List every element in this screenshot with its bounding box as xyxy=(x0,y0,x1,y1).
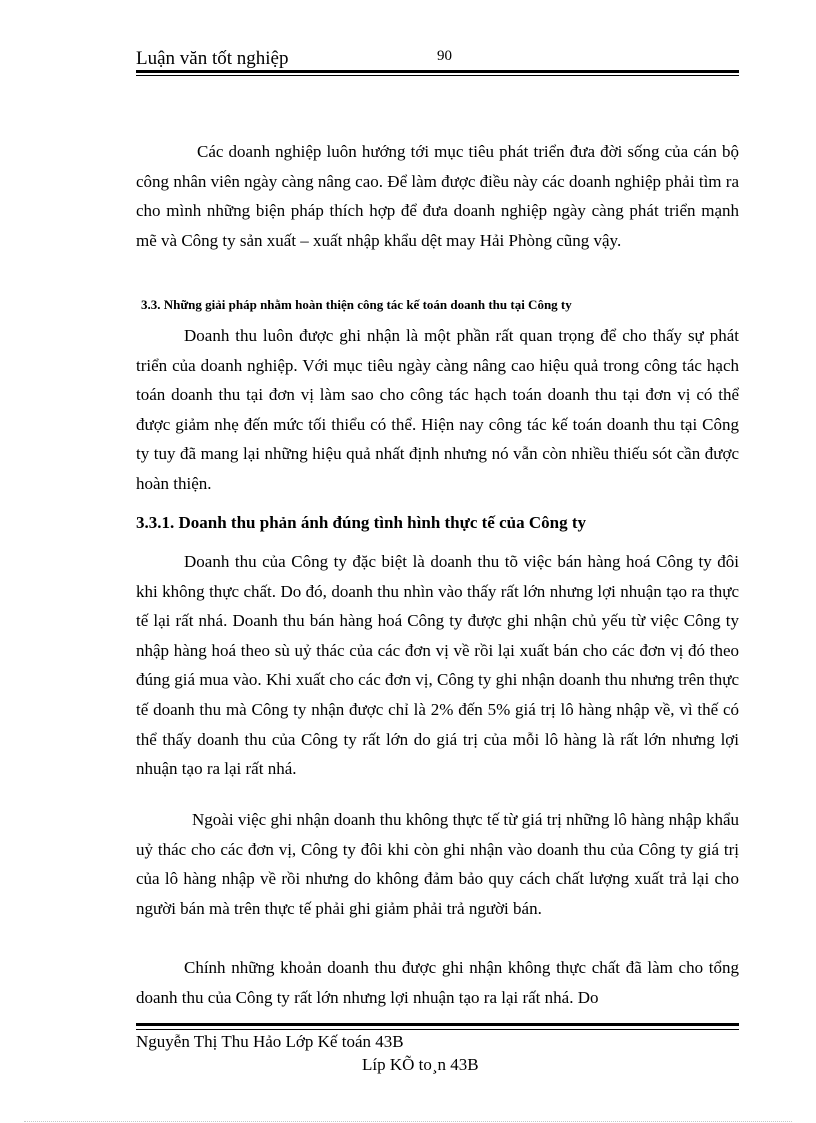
footer-rule-thick xyxy=(136,1023,739,1026)
section-3-3-1-heading: 3.3.1. Doanh thu phản ánh đúng tình hình thực tế của Công ty xyxy=(136,513,586,532)
section-3-3-paragraph: Doanh thu luôn được ghi nhận là một phần rất quan trọng để cho thấy sự phát triển của doanh nghiệp. Với mục tiêu ngày càng nâng cao hiệu quả trong công tác hạch toán doanh thu tại đơn vị làm sao cho công tác hạch toán doanh thu tại đơn vị có thể được giảm nhẹ đến mức tối thiểu có thể. Hiện nay công tác kế toán doanh thu tại Công ty tuy đã mang lại những hiệu quả nhất định nhưng nó vẫn còn nhiều thiếu sót cần được hoàn thiện. xyxy=(136,326,739,493)
section-3-3-1-paragraph-2: Ngoài việc ghi nhận doanh thu không thực tế từ giá trị những lô hàng nhập khẩu uỷ thác cho các đơn vị, Công ty đôi khi còn ghi nhận vào doanh thu của Công ty giá trị của lô hàng nhập về rồi nhưng do không đảm bảo quy cách chất lượng xuất trả lại cho người bán mà trên thực tế phải ghi giảm phải trả người bán. xyxy=(136,810,739,918)
footer-author-line: Nguyễn Thị Thu Hảo Lớp Kế toán 43B xyxy=(136,1032,404,1051)
running-header-title: Luận văn tốt nghiệp xyxy=(136,48,289,69)
section-3-3-heading: 3.3. Những giải pháp nhằm hoàn thiện công tác kế toán doanh thu tại Công ty xyxy=(141,297,572,312)
page-bottom-dotted-line xyxy=(24,1121,792,1122)
section-3-3-1-paragraph-3: Chính những khoản doanh thu được ghi nhận không thực chất đã làm cho tổng doanh thu của Công ty rất lớn nhưng lợi nhuận tạo ra lại rất nhá. Do xyxy=(136,958,739,1007)
section-3-3-1-paragraph-1: Doanh thu của Công ty đặc biệt là doanh thu tõ việc bán hàng hoá Công ty đôi khi không thực chất. Do đó, doanh thu nhìn vào thấy rất lớn nhưng lợi nhuận tạo ra thực tế lại rất nhá. Doanh thu bán hàng hoá Công ty được ghi nhận chủ yếu từ việc Công ty nhập hàng hoá theo sù uỷ thác của các đơn vị về rồi lại xuất bán cho các đơn vị đó theo đúng giá mua vào. Khi xuất cho các đơn vị, Công ty ghi nhận doanh thu nhưng trên thực tế doanh thu mà Công ty nhận được chỉ là 2% đến 5% giá trị lô hàng nhập về, vì thế có thể thấy doanh thu của Công ty rất lớn do giá trị của mỗi lô hàng là rất lớn nhưng lợi nhuận tạo ra lại rất nhá. xyxy=(136,552,739,779)
header-rule-thin xyxy=(136,75,739,76)
page-number: 90 xyxy=(437,48,452,64)
footer-rule-thin xyxy=(136,1029,739,1030)
header-rule-thick xyxy=(136,70,739,73)
intro-paragraph: Các doanh nghiệp luôn hướng tới mục tiêu phát triển đưa đời sống của cán bộ công nhân viên ngày càng nâng cao. Để làm được điều này các doanh nghiệp phải tìm ra cho mình những biện pháp thích hợp để đưa doanh nghiệp ngày càng phát triển mạnh mẽ và Công ty sản xuất – xuất nhập khẩu dệt may Hải Phòng cũng vậy. xyxy=(136,142,739,250)
footer-class-line: Líp KÕ to¸n 43B xyxy=(362,1055,479,1074)
